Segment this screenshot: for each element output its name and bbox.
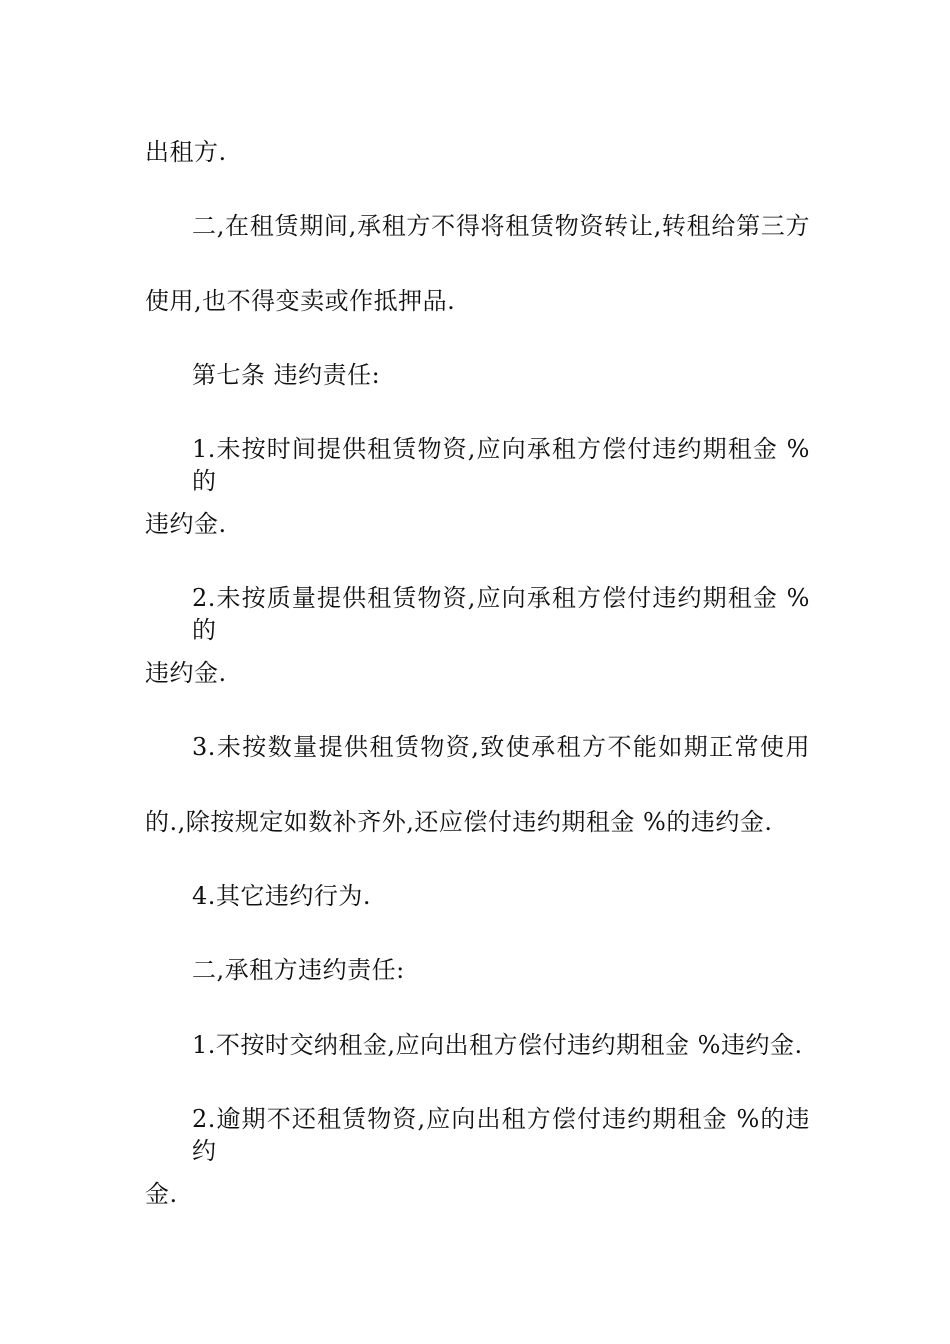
text-line: 违约金. (145, 659, 227, 687)
text-line: 4.其它违约行为. (192, 882, 372, 910)
text-line: 金. (145, 1180, 178, 1208)
section-heading: 第七条 违约责任: (192, 361, 381, 389)
text-line: 1.不按时交纳租金,应向出租方偿付违约期租金 %违约金. (192, 1031, 803, 1059)
text-line: 使用,也不得变卖或作抵押品. (145, 287, 456, 315)
text-line: 二,在租赁期间,承租方不得将租赁物资转让,转租给第三方 (192, 212, 810, 240)
text-line: 的.,除按规定如数补齐外,还应偿付违约期租金 %的违约金. (145, 808, 773, 836)
text-line: 2.逾期不还租赁物资,应向出租方偿付违约期租金 %的违约 (192, 1105, 810, 1165)
text-line: 1.未按时间提供租赁物资,应向承租方偿付违约期租金 %的 (192, 435, 810, 495)
text-line: 3.未按数量提供租赁物资,致使承租方不能如期正常使用 (192, 733, 810, 761)
text-line: 出租方. (145, 138, 227, 166)
text-line: 违约金. (145, 510, 227, 538)
subheading: 二,承租方违约责任: (192, 956, 405, 984)
text-line: 2.未按质量提供租赁物资,应向承租方偿付违约期租金 %的 (192, 584, 810, 644)
